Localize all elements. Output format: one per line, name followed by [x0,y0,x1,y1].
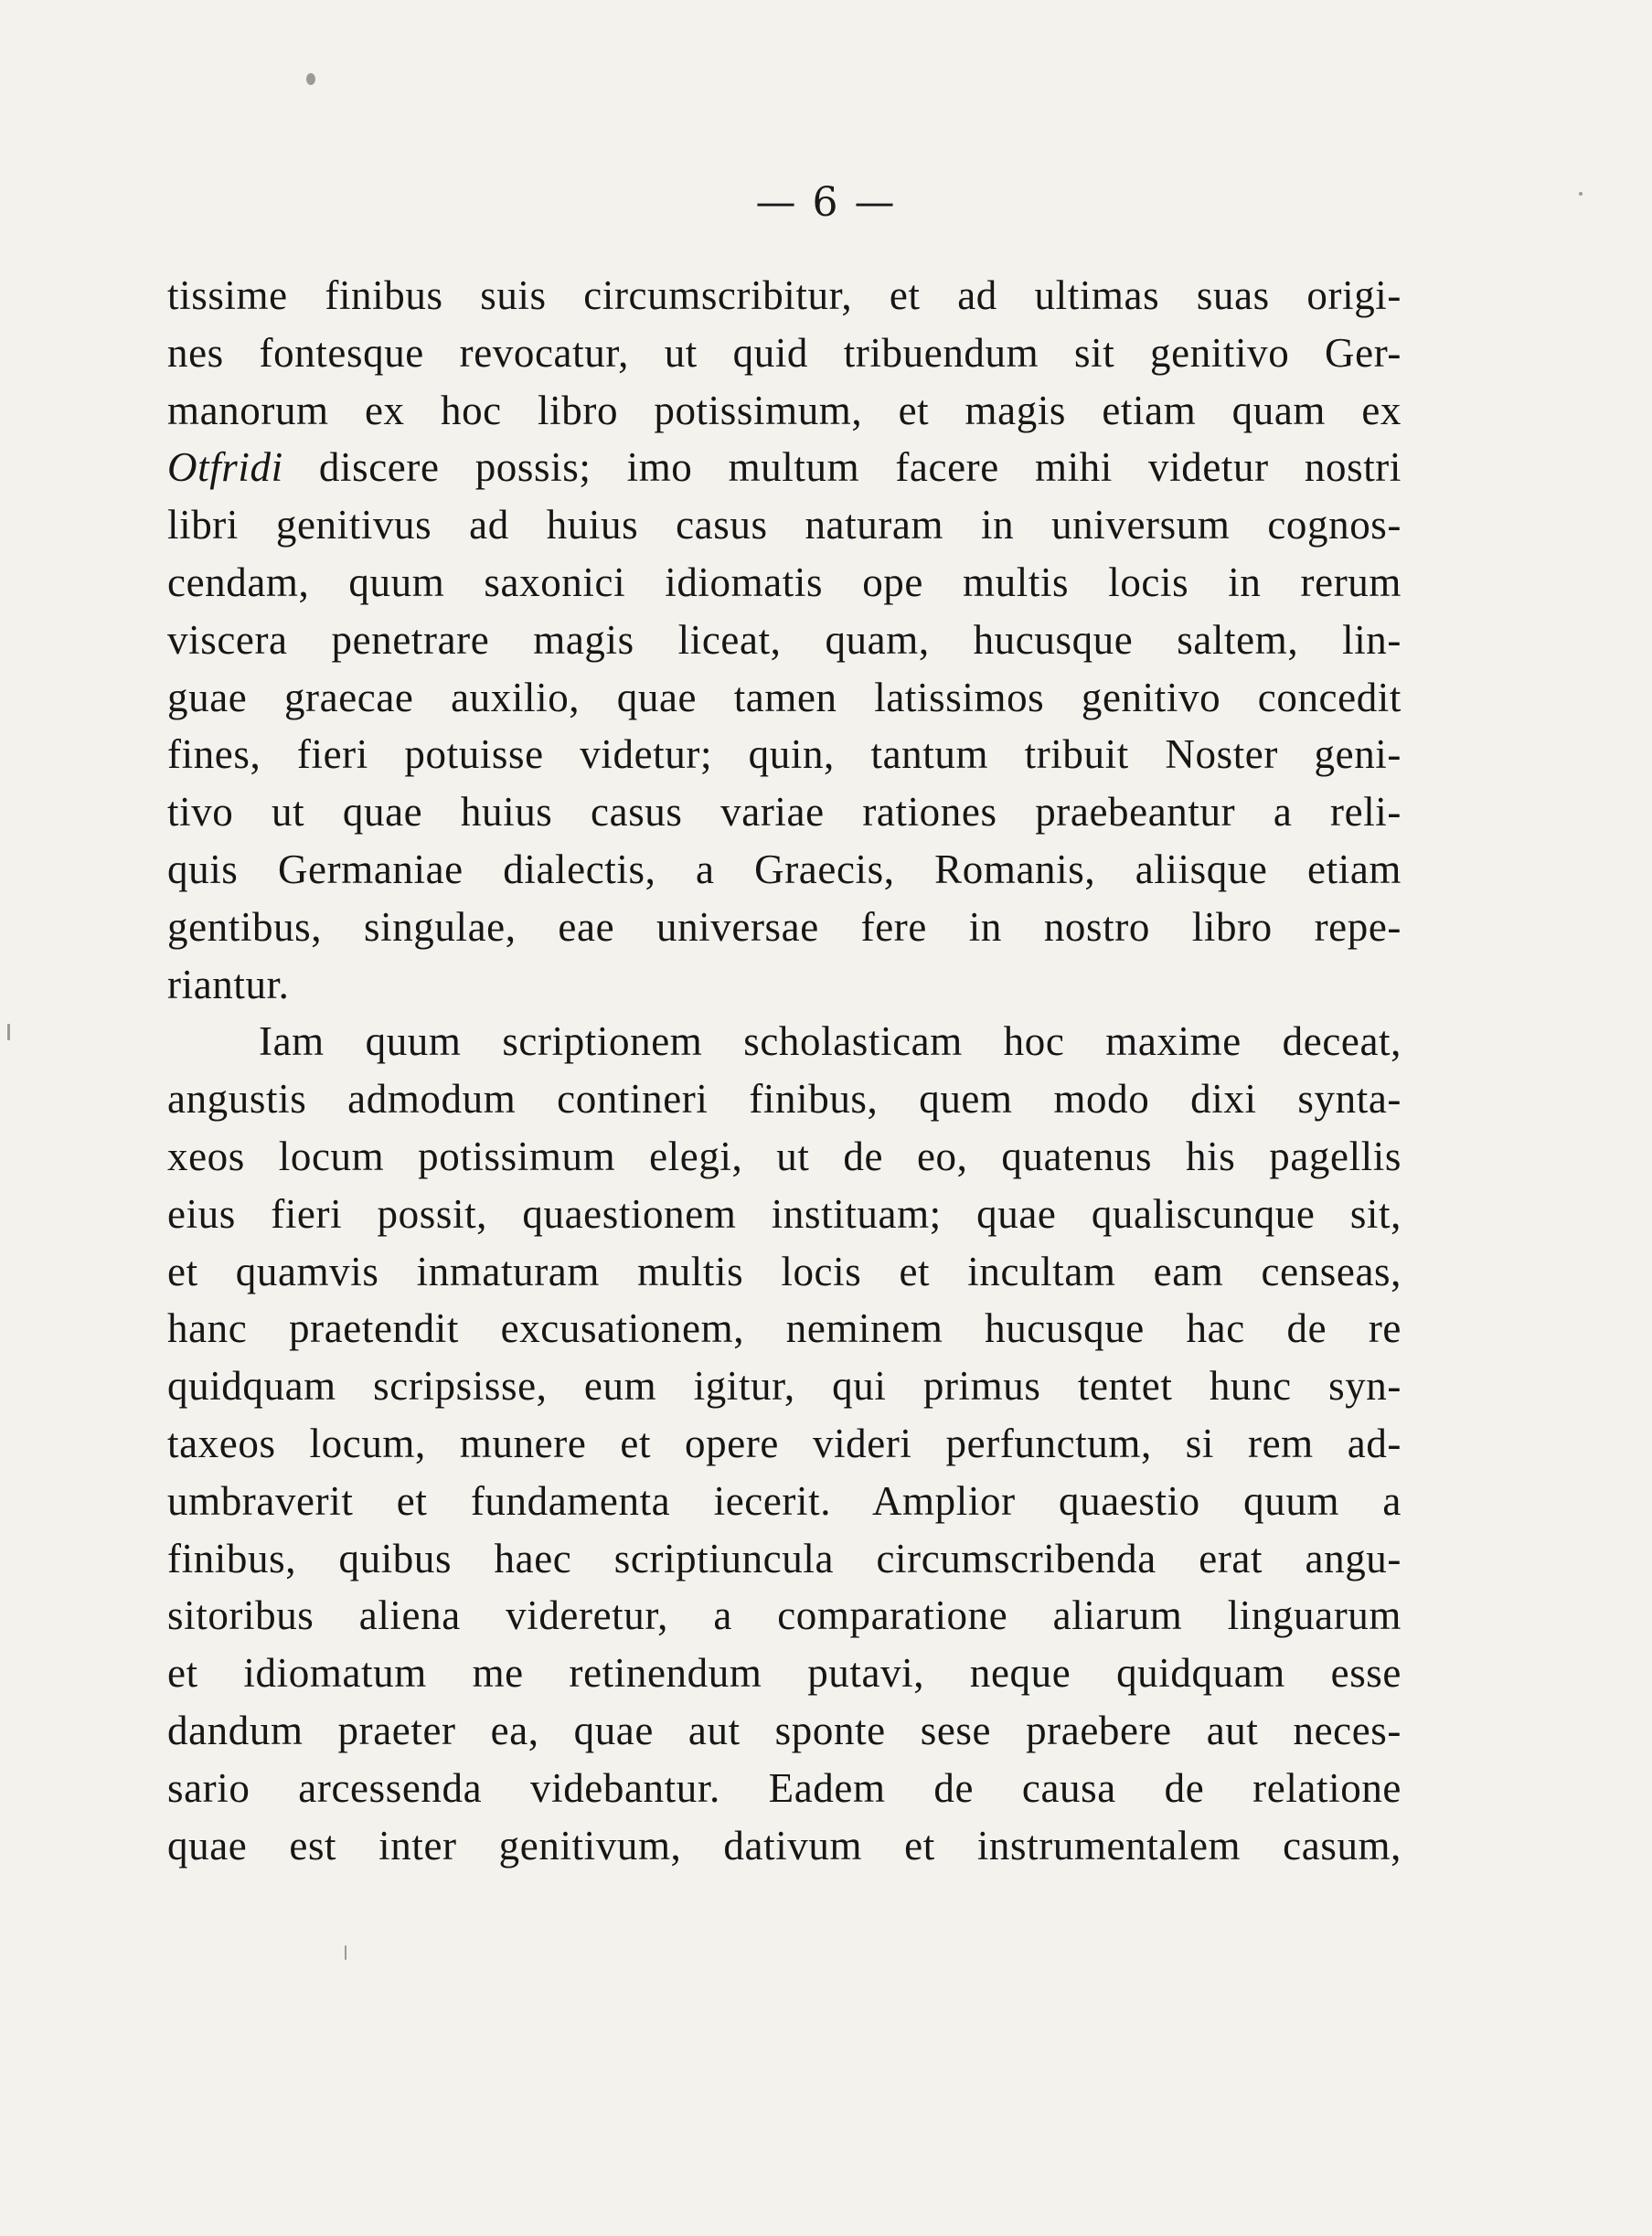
text-line: xeos locum potissimum elegi, ut de eo, quatenus his pagellis [167,1133,1402,1179]
text-line: sario arcessenda videbantur. Eadem de causa de relatione [167,1764,1402,1811]
text-line: guae graecae auxilio, quae tamen latissimos genitivo concedit [167,674,1402,720]
text-line: nes fontesque revocatur, ut quid tribuendum sit genitivo Ger- [167,329,1402,376]
text-line: sitoribus aliena videretur, a comparatione aliarum linguarum [167,1592,1402,1639]
paper-speck [345,1945,346,1960]
text-line: viscera penetrare magis liceat, quam, hucusque saltem, lin- [167,616,1402,663]
text-line: hanc praetendit excusationem, neminem hucusque hac de re [167,1305,1402,1352]
text-line-remainder: discere possis; imo multum facere mihi videtur nostri [318,444,1402,491]
text-line: angustis admodum contineri finibus, quem modo dixi synta- [167,1076,1402,1123]
text-line: eius fieri possit, quaestionem instituam; quae qualiscunque sit, [167,1190,1402,1237]
text-line: tivo ut quae huius casus variae rationes praebeantur a reli- [167,789,1402,836]
text-line: tissime finibus suis circumscribitur, et ad ultimas suas origi- [167,272,1402,318]
text-line: quae est inter genitivum, dativum et instrumentalem casum, [167,1822,1402,1869]
text-line: quis Germaniae dialectis, a Graecis, Romanis, aliisque etiam [167,846,1402,892]
text-line: manorum ex hoc libro potissimum, et magis etiam quam ex [167,387,1402,433]
text-line: taxeos locum, munere et opere videri perfunctum, si rem ad- [167,1420,1402,1466]
italic-name: Otfridi [167,444,283,491]
text-line: cendam, quum saxonici idiomatis ope multis locis in rerum [167,559,1402,605]
paper-speck [7,1024,10,1040]
text-line: riantur. [167,961,290,1007]
text-line: dandum praeter ea, quae aut sponte sese praebere aut neces- [167,1707,1402,1753]
paper-speck [306,73,315,85]
text-line: libri genitivus ad huius casus naturam in universum cognos- [167,502,1402,548]
text-line: quidquam scripsisse, eum igitur, qui primus tentet hunc syn- [167,1363,1402,1410]
paragraph-start-line: Iam quum scriptionem scholasticam hoc maxime deceat, [259,1018,1402,1065]
text-line: fines, fieri potuisse videtur; quin, tantum tribuit Noster geni- [167,731,1402,778]
text-line: et idiomatum me retinendum putavi, neque quidquam esse [167,1650,1402,1697]
text-line-with-italic [167,439,1402,496]
body-text [167,267,1402,1874]
text-line: gentibus, singulae, eae universae fere in nostro libro repe- [167,903,1402,950]
text-line: finibus, quibus haec scriptiuncula circumscribenda erat angu- [167,1535,1402,1581]
text-line: et quamvis inmaturam multis locis et incultam eam censeas, [167,1248,1402,1294]
page-number-header: — 6 — [755,179,897,226]
text-line: umbraverit et fundamenta iecerit. Amplior quaestio quum a [167,1477,1402,1524]
